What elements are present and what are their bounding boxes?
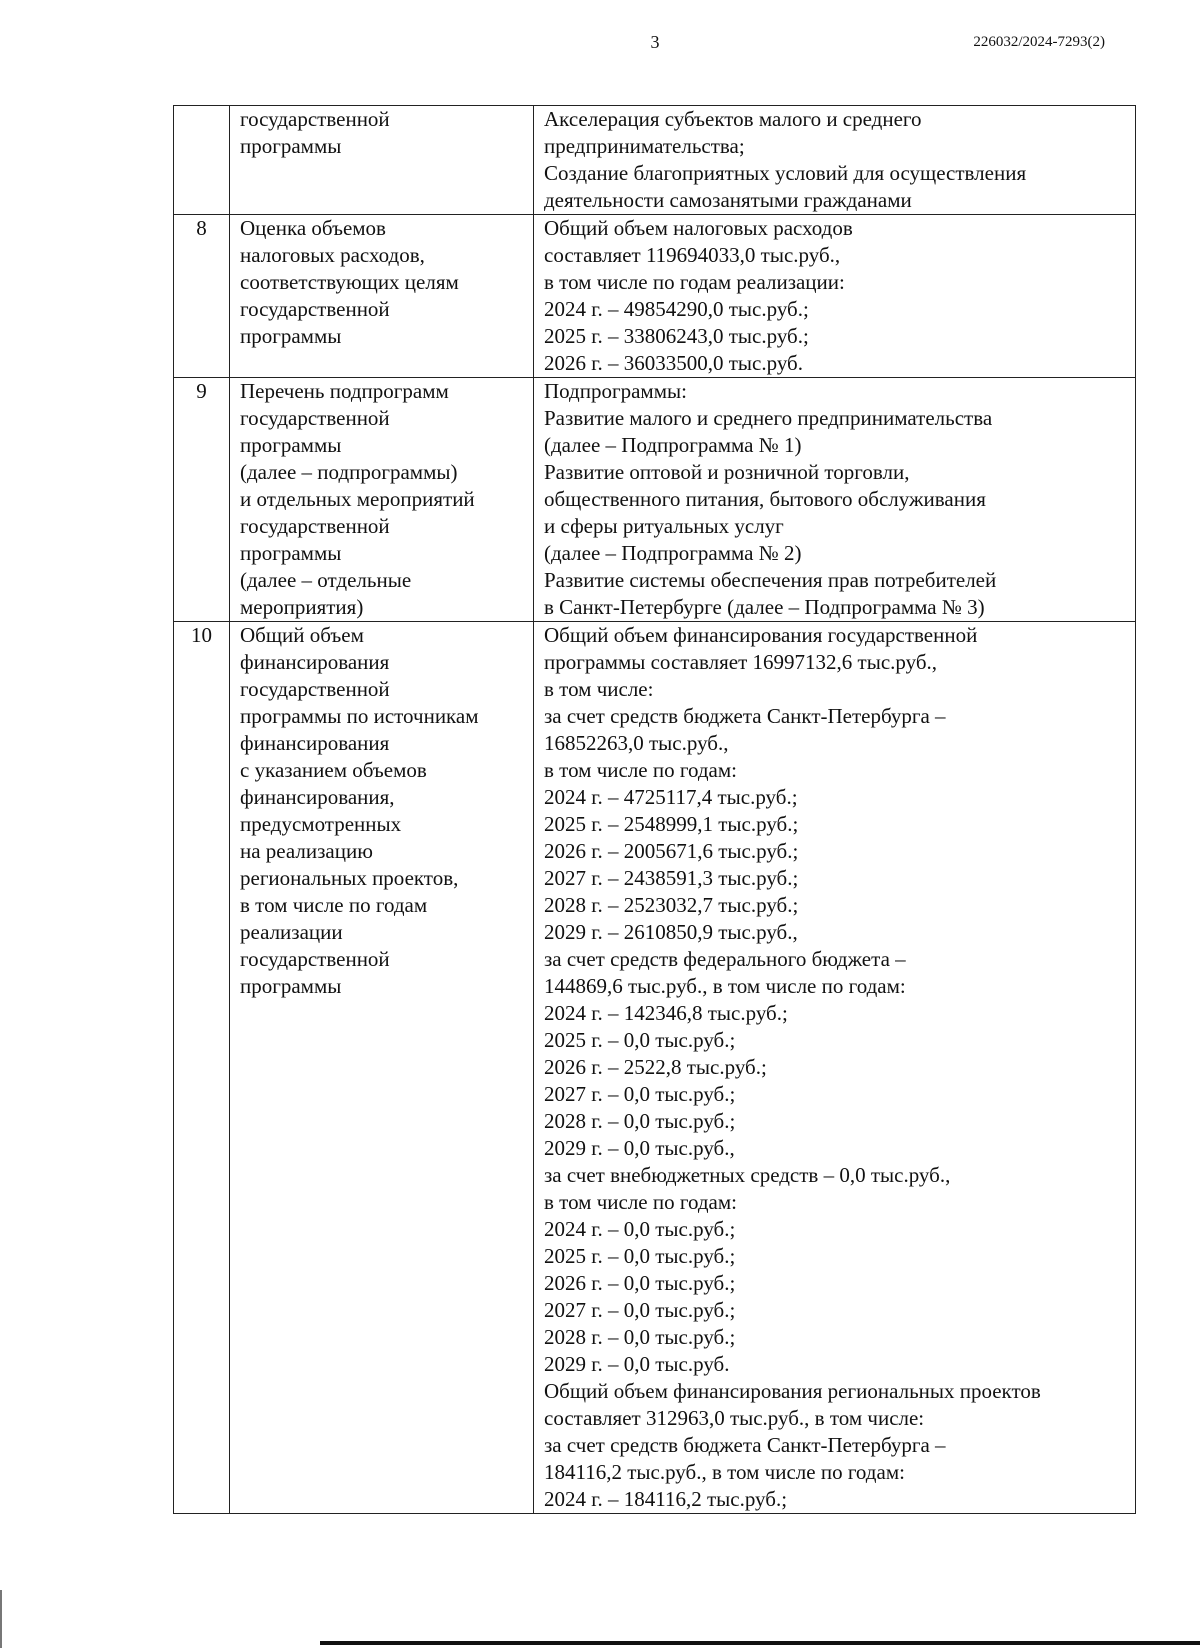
cell-line: Развитие оптовой и розничной торговли, [544,460,910,484]
cell-line: в том числе по годам: [544,758,737,782]
cell-line: 2024 г. – 0,0 тыс.руб.; [544,1217,736,1241]
cell-line: 2026 г. – 2522,8 тыс.руб.; [544,1055,767,1079]
cell-line: предусмотренных [240,812,402,836]
cell-line: Развитие малого и среднего предпринимательства [544,406,993,430]
cell-line: Общий объем финансирования государственной [544,623,978,647]
cell-line: в том числе по годам [240,893,428,917]
table-row [174,106,1136,215]
cell-line: соответствующих целям [240,270,459,294]
cell-line: программы по источникам [240,704,479,728]
row-name-cell [230,622,534,1514]
cell-line: финансирования [240,731,390,755]
cell-line: за счет средств федерального бюджета – [544,947,906,971]
cell-line: государственной [240,677,390,701]
cell-line: 2025 г. – 0,0 тыс.руб.; [544,1244,736,1268]
cell-line: общественного питания, бытового обслуживания [544,487,986,511]
cell-line: 144869,6 тыс.руб., в том числе по годам: [544,974,906,998]
cell-line: 2027 г. – 2438591,3 тыс.руб.; [544,866,799,890]
cell-line: (далее – Подпрограмма № 2) [544,541,802,565]
row-name-cell [230,378,534,622]
cell-line: программы [240,134,342,158]
cell-line: 2029 г. – 2610850,9 тыс.руб., [544,920,798,944]
cell-line: реализации [240,920,343,944]
cell-line: 2028 г. – 2523032,7 тыс.руб.; [544,893,799,917]
cell-line: 2024 г. – 184116,2 тыс.руб.; [544,1487,788,1511]
cell-line: 2027 г. – 0,0 тыс.руб.; [544,1082,736,1106]
cell-line: 2028 г. – 0,0 тыс.руб.; [544,1109,736,1133]
row-name-cell [230,106,534,215]
cell-line: с указанием объемов [240,758,427,782]
program-passport-table [173,105,1136,1514]
cell-line: 2028 г. – 0,0 тыс.руб.; [544,1325,736,1349]
cell-line: региональных проектов, [240,866,459,890]
cell-line: 2027 г. – 0,0 тыс.руб.; [544,1298,736,1322]
cell-line: программы [240,974,342,998]
cell-line: 16852263,0 тыс.руб., [544,731,729,755]
table-row [174,622,1136,1514]
cell-line: Создание благоприятных условий для осуществления [544,161,1027,185]
cell-line: Акселерация субъектов малого и среднего [544,107,922,131]
row-value-cell [534,106,1136,215]
cell-line: государственной [240,514,390,538]
cell-line: составляет 119694033,0 тыс.руб., [544,243,841,267]
cell-line: и отдельных мероприятий [240,487,475,511]
cell-line: (далее – отдельные [240,568,412,592]
cell-line: финансирования [240,650,390,674]
cell-line: Перечень подпрограмм [240,379,449,403]
cell-line: 184116,2 тыс.руб., в том числе по годам: [544,1460,905,1484]
cell-line: программы [240,324,342,348]
row-name-cell [230,215,534,378]
cell-line: предпринимательства; [544,134,745,158]
row-value-cell [534,378,1136,622]
row-number-cell: 9 [174,378,230,622]
cell-line: на реализацию [240,839,373,863]
cell-line: за счет средств бюджета Санкт-Петербурга – [544,1433,946,1457]
cell-line: Общий объем [240,623,364,647]
cell-line: программы [240,541,342,565]
cell-line: программы составляет 16997132,6 тыс.руб., [544,650,938,674]
cell-line: в том числе по годам реализации: [544,270,845,294]
cell-line: 2025 г. – 2548999,1 тыс.руб.; [544,812,799,836]
cell-line: Развитие системы обеспечения прав потребителей [544,568,997,592]
cell-line: деятельности самозанятыми гражданами [544,188,912,212]
row-number-cell [174,106,230,215]
cell-line: 2024 г. – 4725117,4 тыс.руб.; [544,785,798,809]
cell-line: в том числе по годам: [544,1190,737,1214]
cell-line: мероприятия) [240,595,364,619]
cell-line: 2026 г. – 36033500,0 тыс.руб. [544,351,803,375]
cell-line: налоговых расходов, [240,243,425,267]
row-number-cell: 8 [174,215,230,378]
cell-line: 2024 г. – 142346,8 тыс.руб.; [544,1001,788,1025]
cell-line: в Санкт-Петербурге (далее – Подпрограмма № 3) [544,595,985,619]
cell-line: государственной [240,297,390,321]
scan-bottom-bar [320,1641,1200,1645]
cell-line: государственной [240,107,390,131]
cell-line: (далее – Подпрограмма № 1) [544,433,802,457]
cell-line: и сферы ритуальных услуг [544,514,784,538]
table-row [174,378,1136,622]
cell-line: Общий объем налоговых расходов [544,216,853,240]
cell-line: составляет 312963,0 тыс.руб., в том числе: [544,1406,925,1430]
row-value-cell [534,215,1136,378]
cell-line: Подпрограммы: [544,379,687,403]
cell-line: за счет внебюджетных средств – 0,0 тыс.руб., [544,1163,951,1187]
cell-line: государственной [240,406,390,430]
cell-line: (далее – подпрограммы) [240,460,458,484]
cell-line: 2029 г. – 0,0 тыс.руб. [544,1352,730,1376]
document-id: 226032/2024-7293(2) [973,34,1105,50]
cell-line: 2026 г. – 0,0 тыс.руб.; [544,1271,736,1295]
cell-line: 2025 г. – 0,0 тыс.руб.; [544,1028,736,1052]
cell-line: государственной [240,947,390,971]
cell-line: 2024 г. – 49854290,0 тыс.руб.; [544,297,809,321]
cell-line: 2026 г. – 2005671,6 тыс.руб.; [544,839,799,863]
cell-line: 2029 г. – 0,0 тыс.руб., [544,1136,735,1160]
cell-line: 2025 г. – 33806243,0 тыс.руб.; [544,324,809,348]
table-row [174,215,1136,378]
scan-edge-mark [0,1590,2,1648]
cell-line: в том числе: [544,677,654,701]
page-number: 3 [650,32,660,52]
row-number-cell: 10 [174,622,230,1514]
cell-line: Оценка объемов [240,216,386,240]
cell-line: за счет средств бюджета Санкт-Петербурга – [544,704,946,728]
cell-line: программы [240,433,342,457]
row-value-cell [534,622,1136,1514]
cell-line: финансирования, [240,785,395,809]
cell-line: Общий объем финансирования региональных проектов [544,1379,1041,1403]
